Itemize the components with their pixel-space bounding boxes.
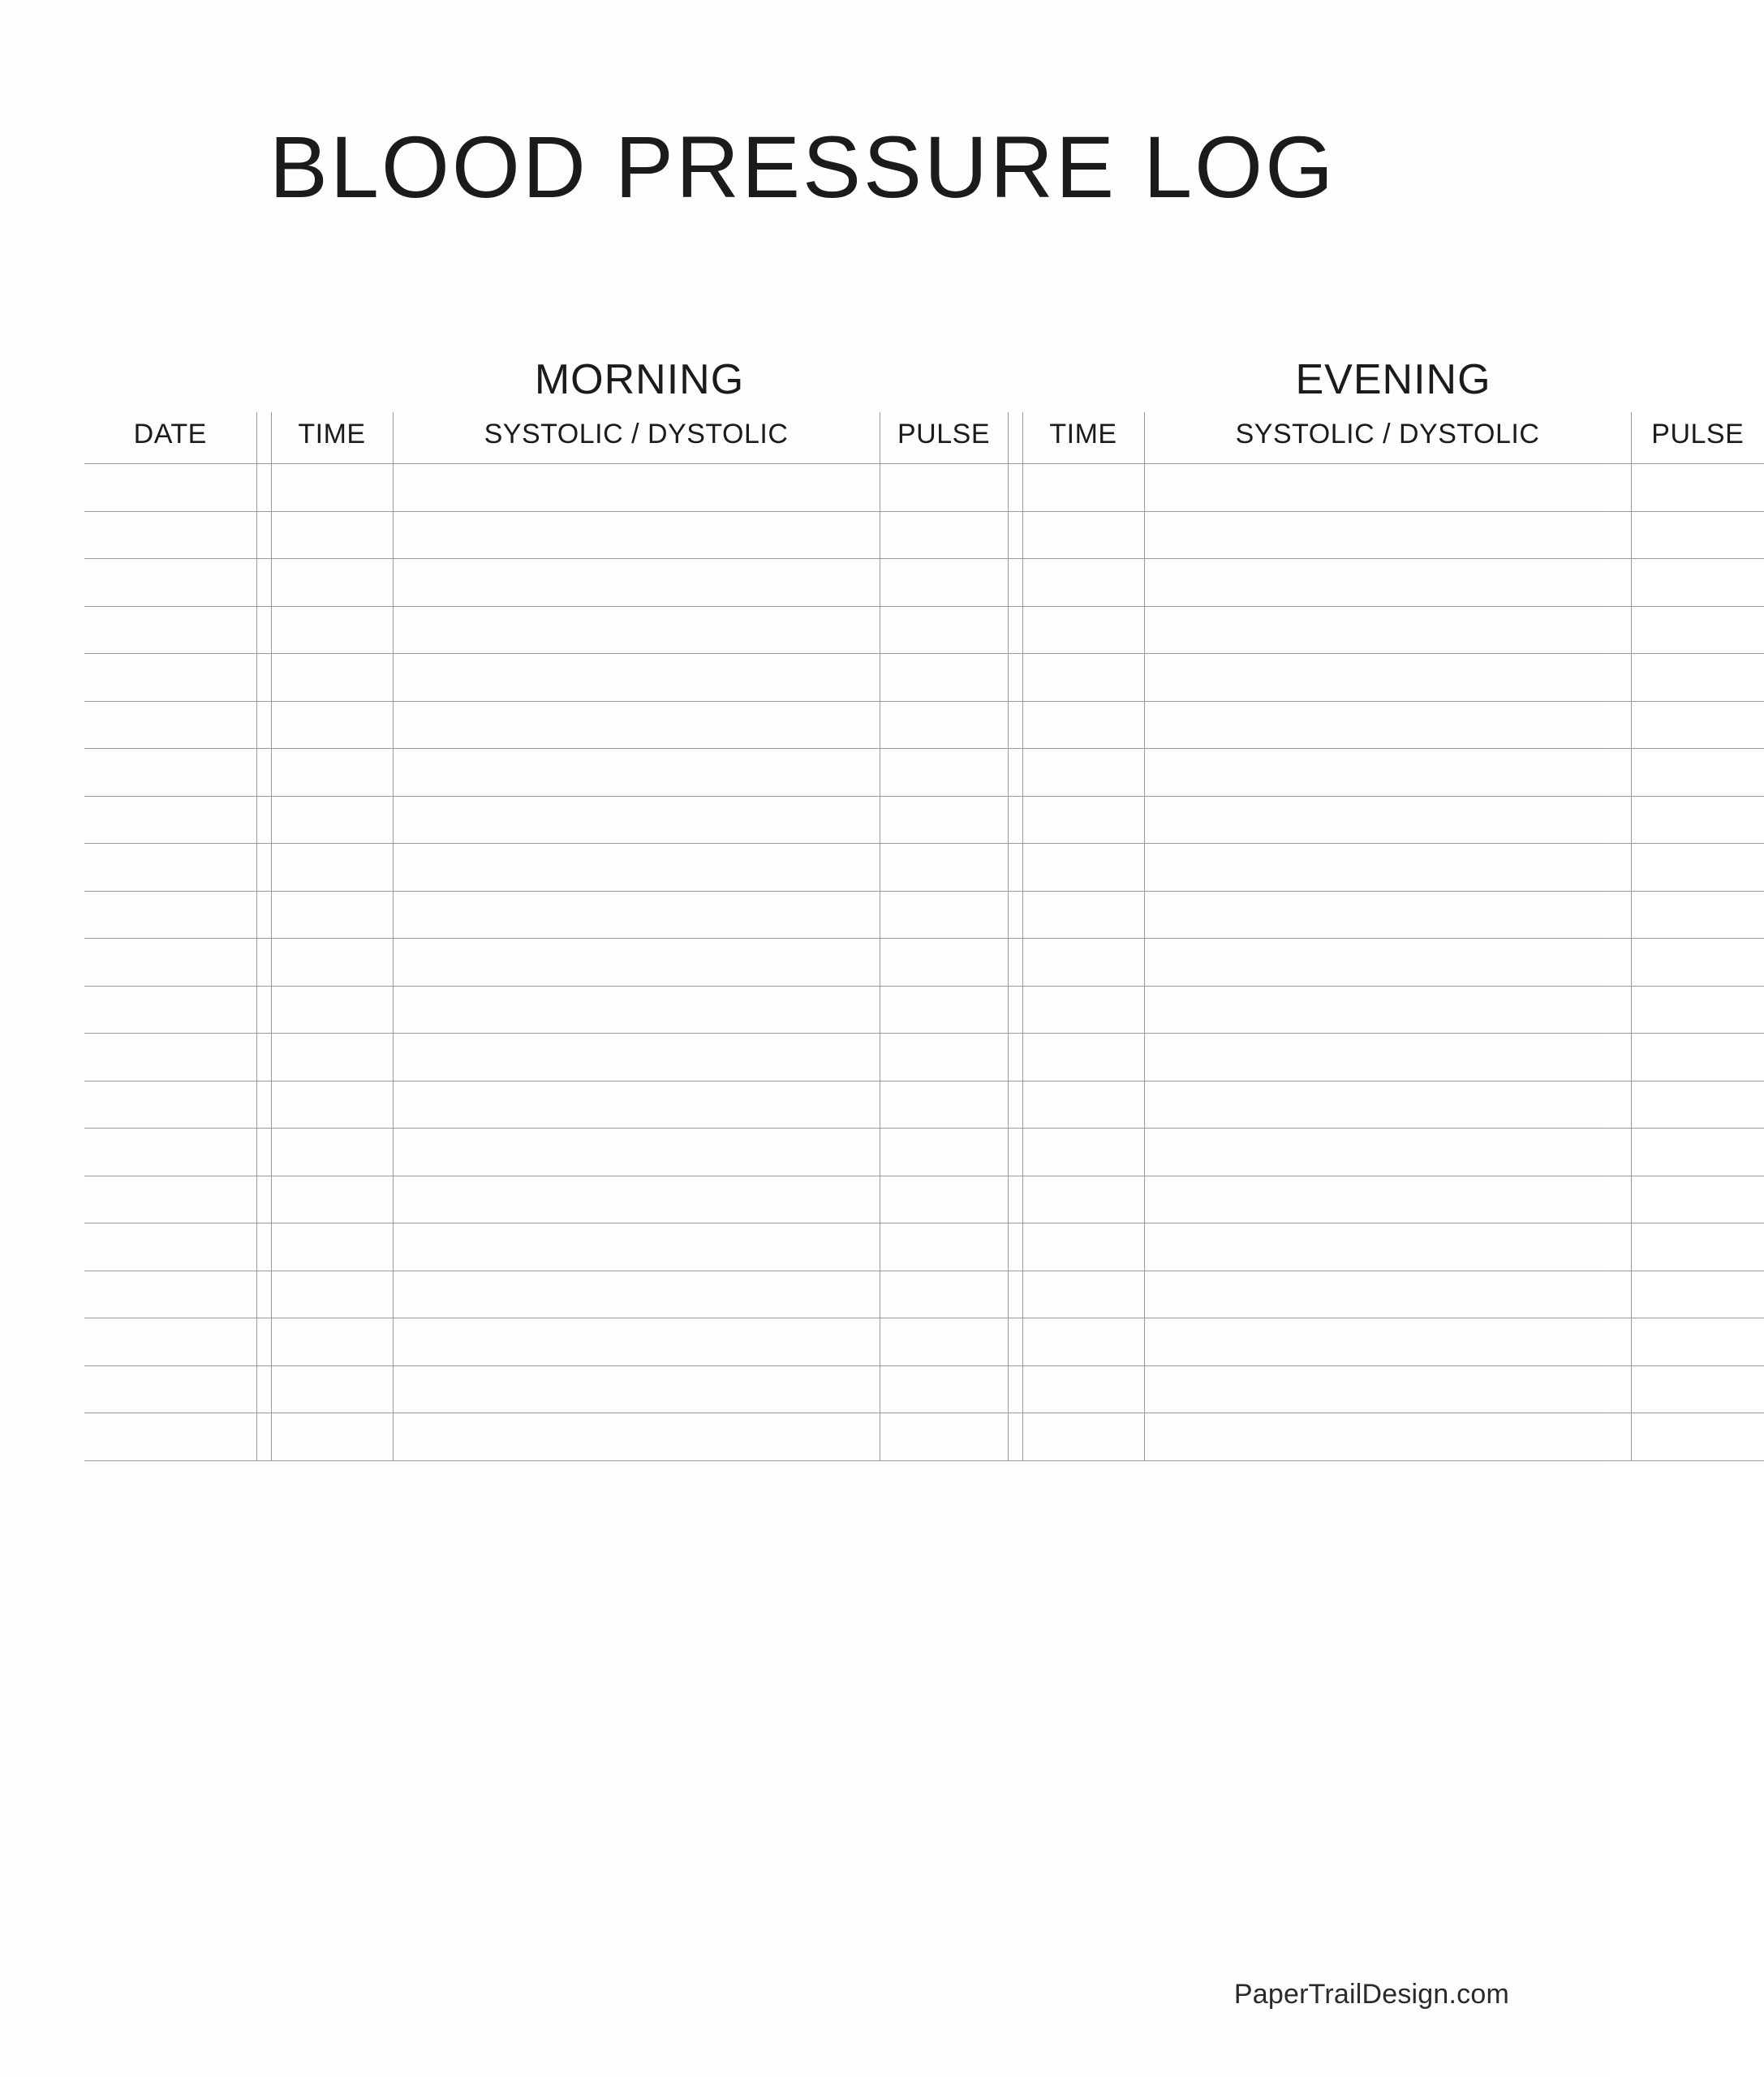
cell-evening-systolic-dystolic[interactable]	[1144, 1365, 1631, 1413]
cell-morning-systolic-dystolic[interactable]	[393, 1223, 880, 1271]
cell-evening-systolic-dystolic[interactable]	[1144, 1413, 1631, 1461]
row-divider-2	[1008, 559, 1022, 607]
cell-morning-systolic-dystolic[interactable]	[393, 654, 880, 702]
cell-evening-systolic-dystolic[interactable]	[1144, 559, 1631, 607]
row-divider-1	[256, 1365, 271, 1413]
cell-evening-time[interactable]	[1022, 1365, 1144, 1413]
cell-evening-pulse[interactable]	[1631, 654, 1764, 702]
cell-morning-time[interactable]	[271, 654, 393, 702]
cell-evening-systolic-dystolic[interactable]	[1144, 1081, 1631, 1129]
cell-morning-pulse[interactable]	[880, 1129, 1008, 1176]
column-header-evening-pulse: PULSE	[1631, 412, 1764, 464]
cell-date[interactable]	[84, 654, 256, 702]
cell-morning-time[interactable]	[271, 891, 393, 939]
table-row[interactable]	[84, 701, 1764, 749]
footer-credit: PaperTrailDesign.com	[1233, 1979, 1509, 2010]
row-divider-2	[1008, 511, 1022, 559]
cell-morning-time[interactable]	[271, 1034, 393, 1082]
cell-morning-time[interactable]	[271, 749, 393, 797]
cell-evening-time[interactable]	[1022, 1271, 1144, 1318]
cell-evening-systolic-dystolic[interactable]	[1144, 891, 1631, 939]
cell-morning-pulse[interactable]	[880, 701, 1008, 749]
cell-evening-pulse[interactable]	[1631, 939, 1764, 987]
cell-evening-systolic-dystolic[interactable]	[1144, 844, 1631, 892]
table-row[interactable]	[84, 939, 1764, 987]
cell-morning-systolic-dystolic[interactable]	[393, 1034, 880, 1082]
cell-date[interactable]	[84, 891, 256, 939]
cell-date[interactable]	[84, 464, 256, 512]
row-divider-2	[1008, 606, 1022, 654]
cell-morning-systolic-dystolic[interactable]	[393, 701, 880, 749]
cell-morning-systolic-dystolic[interactable]	[393, 559, 880, 607]
cell-evening-time[interactable]	[1022, 1129, 1144, 1176]
table-row[interactable]	[84, 891, 1764, 939]
cell-morning-time[interactable]	[271, 986, 393, 1034]
cell-date[interactable]	[84, 939, 256, 987]
cell-morning-pulse[interactable]	[880, 511, 1008, 559]
row-divider-2	[1008, 749, 1022, 797]
cell-morning-systolic-dystolic[interactable]	[393, 891, 880, 939]
cell-morning-systolic-dystolic[interactable]	[393, 749, 880, 797]
cell-morning-pulse[interactable]	[880, 1081, 1008, 1129]
row-divider-1	[256, 654, 271, 702]
row-divider-1	[256, 1318, 271, 1366]
row-divider-2	[1008, 1318, 1022, 1366]
cell-date[interactable]	[84, 1223, 256, 1271]
column-header-evening-time: TIME	[1022, 412, 1144, 464]
cell-date[interactable]	[84, 1318, 256, 1366]
row-divider-2	[1008, 1271, 1022, 1318]
group-header-evening: EVENING	[1295, 356, 1491, 404]
cell-morning-pulse[interactable]	[880, 1413, 1008, 1461]
cell-date[interactable]	[84, 701, 256, 749]
cell-evening-time[interactable]	[1022, 1176, 1144, 1223]
group-spacer-2	[1008, 341, 1022, 412]
cell-morning-time[interactable]	[271, 559, 393, 607]
cell-morning-systolic-dystolic[interactable]	[393, 511, 880, 559]
cell-morning-pulse[interactable]	[880, 749, 1008, 797]
row-divider-1	[256, 701, 271, 749]
cell-morning-pulse[interactable]	[880, 939, 1008, 987]
row-divider-2	[1008, 1129, 1022, 1176]
cell-morning-pulse[interactable]	[880, 1176, 1008, 1223]
header-divider-1	[256, 412, 271, 464]
table-row[interactable]	[84, 1034, 1764, 1082]
group-header-morning: MORNING	[534, 356, 745, 404]
table-row[interactable]	[84, 1223, 1764, 1271]
cell-morning-time[interactable]	[271, 701, 393, 749]
table-row[interactable]	[84, 844, 1764, 892]
cell-evening-systolic-dystolic[interactable]	[1144, 464, 1631, 512]
cell-morning-systolic-dystolic[interactable]	[393, 1081, 880, 1129]
cell-evening-systolic-dystolic[interactable]	[1144, 1271, 1631, 1318]
row-divider-2	[1008, 1034, 1022, 1082]
cell-morning-time[interactable]	[271, 511, 393, 559]
row-divider-1	[256, 844, 271, 892]
cell-date[interactable]	[84, 511, 256, 559]
row-divider-1	[256, 1176, 271, 1223]
row-divider-1	[256, 1129, 271, 1176]
row-divider-2	[1008, 464, 1022, 512]
cell-morning-pulse[interactable]	[880, 1318, 1008, 1366]
cell-evening-pulse[interactable]	[1631, 464, 1764, 512]
cell-date[interactable]	[84, 559, 256, 607]
cell-evening-systolic-dystolic[interactable]	[1144, 1176, 1631, 1223]
cell-morning-time[interactable]	[271, 939, 393, 987]
cell-evening-systolic-dystolic[interactable]	[1144, 796, 1631, 844]
cell-morning-pulse[interactable]	[880, 559, 1008, 607]
table-row[interactable]	[84, 654, 1764, 702]
table-row[interactable]	[84, 1129, 1764, 1176]
cell-morning-pulse[interactable]	[880, 1034, 1008, 1082]
row-divider-2	[1008, 1223, 1022, 1271]
table-row[interactable]	[84, 559, 1764, 607]
cell-evening-time[interactable]	[1022, 986, 1144, 1034]
cell-morning-systolic-dystolic[interactable]	[393, 986, 880, 1034]
cell-morning-pulse[interactable]	[880, 464, 1008, 512]
table-row[interactable]	[84, 1365, 1764, 1413]
cell-evening-systolic-dystolic[interactable]	[1144, 939, 1631, 987]
cell-morning-pulse[interactable]	[880, 1365, 1008, 1413]
group-spacer-1	[256, 341, 271, 412]
cell-evening-time[interactable]	[1022, 511, 1144, 559]
cell-date[interactable]	[84, 749, 256, 797]
cell-evening-systolic-dystolic[interactable]	[1144, 1318, 1631, 1366]
row-divider-1	[256, 939, 271, 987]
table-row[interactable]	[84, 1318, 1764, 1366]
group-header-date	[84, 341, 256, 412]
table-row[interactable]	[84, 749, 1764, 797]
row-divider-1	[256, 1271, 271, 1318]
row-divider-2	[1008, 701, 1022, 749]
cell-evening-pulse[interactable]	[1631, 891, 1764, 939]
cell-morning-systolic-dystolic[interactable]	[393, 1318, 880, 1366]
cell-evening-systolic-dystolic[interactable]	[1144, 749, 1631, 797]
column-header-morning-time: TIME	[271, 412, 393, 464]
cell-evening-time[interactable]	[1022, 1081, 1144, 1129]
cell-evening-time[interactable]	[1022, 844, 1144, 892]
table-row[interactable]	[84, 1413, 1764, 1461]
column-header-morning-pulse: PULSE	[880, 412, 1008, 464]
cell-evening-pulse[interactable]	[1631, 1318, 1764, 1366]
cell-morning-time[interactable]	[271, 1318, 393, 1366]
cell-morning-systolic-dystolic[interactable]	[393, 1365, 880, 1413]
cell-morning-time[interactable]	[271, 606, 393, 654]
row-divider-1	[256, 511, 271, 559]
cell-date[interactable]	[84, 1413, 256, 1461]
cell-date[interactable]	[84, 1034, 256, 1082]
cell-morning-pulse[interactable]	[880, 654, 1008, 702]
cell-evening-systolic-dystolic[interactable]	[1144, 1034, 1631, 1082]
cell-evening-pulse[interactable]	[1631, 559, 1764, 607]
cell-evening-pulse[interactable]	[1631, 986, 1764, 1034]
row-divider-2	[1008, 1081, 1022, 1129]
cell-morning-pulse[interactable]	[880, 986, 1008, 1034]
cell-date[interactable]	[84, 796, 256, 844]
cell-evening-systolic-dystolic[interactable]	[1144, 701, 1631, 749]
cell-evening-time[interactable]	[1022, 749, 1144, 797]
cell-evening-time[interactable]	[1022, 891, 1144, 939]
table-row[interactable]	[84, 606, 1764, 654]
cell-morning-time[interactable]	[271, 464, 393, 512]
table-row[interactable]	[84, 796, 1764, 844]
cell-morning-systolic-dystolic[interactable]	[393, 844, 880, 892]
cell-morning-pulse[interactable]	[880, 891, 1008, 939]
cell-morning-time[interactable]	[271, 844, 393, 892]
cell-evening-systolic-dystolic[interactable]	[1144, 654, 1631, 702]
cell-morning-time[interactable]	[271, 796, 393, 844]
cell-morning-systolic-dystolic[interactable]	[393, 1413, 880, 1461]
row-divider-2	[1008, 986, 1022, 1034]
cell-evening-pulse[interactable]	[1631, 1034, 1764, 1082]
cell-evening-time[interactable]	[1022, 559, 1144, 607]
row-divider-1	[256, 464, 271, 512]
row-divider-2	[1008, 654, 1022, 702]
row-divider-1	[256, 606, 271, 654]
group-header-row	[84, 341, 1764, 412]
row-divider-1	[256, 1223, 271, 1271]
cell-morning-pulse[interactable]	[880, 606, 1008, 654]
cell-morning-time[interactable]	[271, 1129, 393, 1176]
cell-evening-time[interactable]	[1022, 1318, 1144, 1366]
cell-date[interactable]	[84, 1271, 256, 1318]
cell-date[interactable]	[84, 986, 256, 1034]
cell-evening-pulse[interactable]	[1631, 796, 1764, 844]
column-header-evening-systolic-dystolic: SYSTOLIC / DYSTOLIC	[1144, 412, 1631, 464]
cell-evening-time[interactable]	[1022, 1413, 1144, 1461]
header-divider-2	[1008, 412, 1022, 464]
cell-morning-systolic-dystolic[interactable]	[393, 1176, 880, 1223]
column-header-date: DATE	[84, 412, 256, 464]
cell-date[interactable]	[84, 1365, 256, 1413]
table-row[interactable]	[84, 1081, 1764, 1129]
cell-evening-time[interactable]	[1022, 796, 1144, 844]
column-header-morning-systolic-dystolic: SYSTOLIC / DYSTOLIC	[393, 412, 880, 464]
cell-morning-pulse[interactable]	[880, 844, 1008, 892]
table-row[interactable]	[84, 1271, 1764, 1318]
cell-morning-systolic-dystolic[interactable]	[393, 939, 880, 987]
cell-morning-time[interactable]	[271, 1223, 393, 1271]
cell-evening-time[interactable]	[1022, 939, 1144, 987]
cell-evening-pulse[interactable]	[1631, 1413, 1764, 1461]
cell-evening-pulse[interactable]	[1631, 511, 1764, 559]
cell-date[interactable]	[84, 1129, 256, 1176]
cell-morning-systolic-dystolic[interactable]	[393, 796, 880, 844]
row-divider-1	[256, 1413, 271, 1461]
cell-morning-pulse[interactable]	[880, 796, 1008, 844]
cell-morning-systolic-dystolic[interactable]	[393, 1271, 880, 1318]
cell-date[interactable]	[84, 606, 256, 654]
cell-morning-time[interactable]	[271, 1081, 393, 1129]
cell-morning-time[interactable]	[271, 1365, 393, 1413]
cell-evening-systolic-dystolic[interactable]	[1144, 606, 1631, 654]
row-divider-1	[256, 559, 271, 607]
row-divider-2	[1008, 1413, 1022, 1461]
cell-morning-time[interactable]	[271, 1176, 393, 1223]
cell-evening-pulse[interactable]	[1631, 844, 1764, 892]
cell-date[interactable]	[84, 1081, 256, 1129]
cell-evening-time[interactable]	[1022, 1223, 1144, 1271]
row-divider-1	[256, 891, 271, 939]
table-row[interactable]	[84, 464, 1764, 512]
cell-morning-systolic-dystolic[interactable]	[393, 1129, 880, 1176]
cell-evening-systolic-dystolic[interactable]	[1144, 1129, 1631, 1176]
cell-evening-pulse[interactable]	[1631, 701, 1764, 749]
table-row[interactable]	[84, 1176, 1764, 1223]
row-divider-1	[256, 749, 271, 797]
row-divider-1	[256, 796, 271, 844]
column-header-row	[84, 412, 1764, 464]
cell-morning-pulse[interactable]	[880, 1271, 1008, 1318]
cell-evening-pulse[interactable]	[1631, 1223, 1764, 1271]
row-divider-2	[1008, 939, 1022, 987]
table-row[interactable]	[84, 511, 1764, 559]
cell-evening-systolic-dystolic[interactable]	[1144, 1223, 1631, 1271]
cell-evening-pulse[interactable]	[1631, 749, 1764, 797]
cell-morning-time[interactable]	[271, 1271, 393, 1318]
cell-morning-systolic-dystolic[interactable]	[393, 606, 880, 654]
cell-evening-time[interactable]	[1022, 1034, 1144, 1082]
cell-evening-time[interactable]	[1022, 464, 1144, 512]
row-divider-2	[1008, 1365, 1022, 1413]
cell-date[interactable]	[84, 1176, 256, 1223]
cell-evening-pulse[interactable]	[1631, 1129, 1764, 1176]
cell-evening-pulse[interactable]	[1631, 1271, 1764, 1318]
row-divider-2	[1008, 796, 1022, 844]
table-row[interactable]	[84, 986, 1764, 1034]
row-divider-1	[256, 1034, 271, 1082]
cell-evening-systolic-dystolic[interactable]	[1144, 511, 1631, 559]
cell-morning-systolic-dystolic[interactable]	[393, 464, 880, 512]
cell-evening-pulse[interactable]	[1631, 606, 1764, 654]
blood-pressure-table	[84, 341, 1764, 1461]
row-divider-1	[256, 1081, 271, 1129]
cell-morning-time[interactable]	[271, 1413, 393, 1461]
cell-morning-pulse[interactable]	[880, 1223, 1008, 1271]
row-divider-2	[1008, 1176, 1022, 1223]
cell-evening-time[interactable]	[1022, 606, 1144, 654]
page-title: BLOOD PRESSURE LOG	[269, 118, 1336, 216]
cell-evening-pulse[interactable]	[1631, 1365, 1764, 1413]
blood-pressure-table-wrapper	[84, 341, 1745, 1461]
row-divider-2	[1008, 891, 1022, 939]
cell-evening-time[interactable]	[1022, 701, 1144, 749]
row-divider-2	[1008, 844, 1022, 892]
cell-evening-pulse[interactable]	[1631, 1081, 1764, 1129]
cell-evening-time[interactable]	[1022, 654, 1144, 702]
row-divider-1	[256, 986, 271, 1034]
cell-evening-systolic-dystolic[interactable]	[1144, 986, 1631, 1034]
cell-evening-pulse[interactable]	[1631, 1176, 1764, 1223]
cell-date[interactable]	[84, 844, 256, 892]
